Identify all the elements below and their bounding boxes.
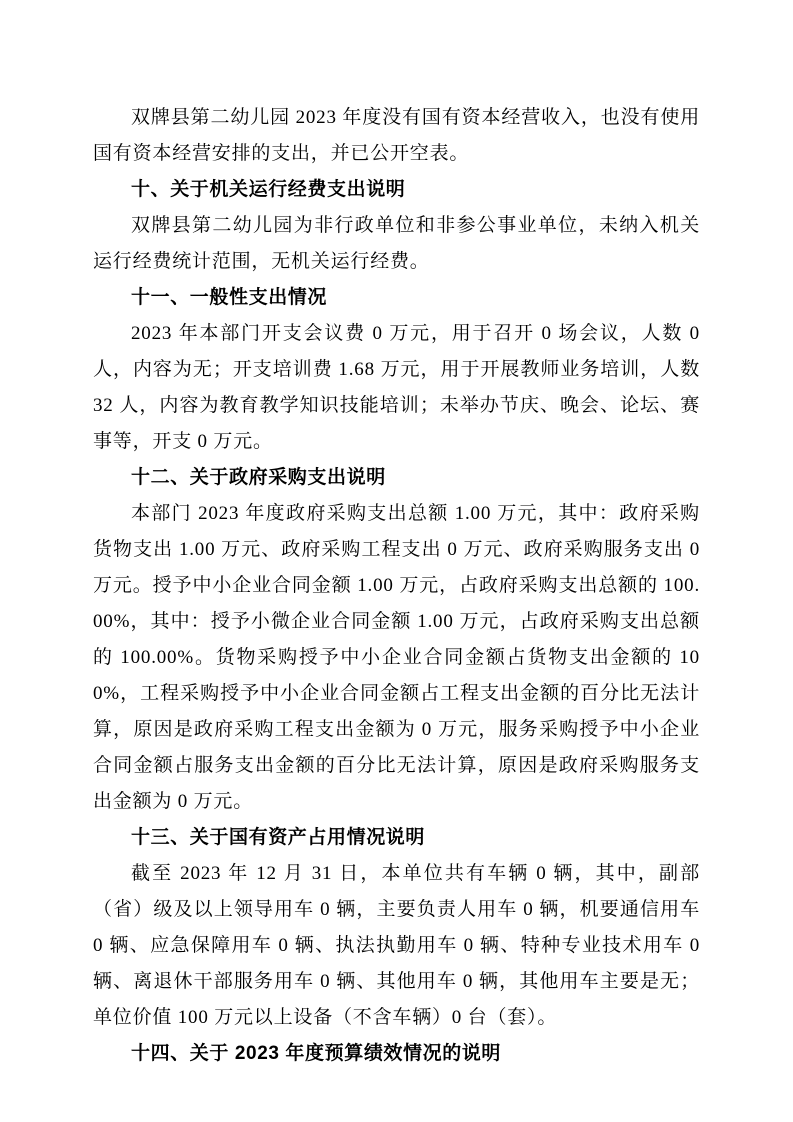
- document-body: [93, 100, 700, 1072]
- paragraph-state-owned-assets: 截至 2023 年 12 月 31 日，本单位共有车辆 0 辆，其中，副部（省）级及以上领导用车 0 辆，主要负责人用车 0 辆，机要通信用车 0 辆、应急保障用车 0 辆、执法执勤用车 0 辆、特种专业技术用车 0 辆、离退休干部服务用车 0 辆、其他用车 0 辆，其他用车主要是无；单位价值 100 万元以上设备（不含车辆）0 台（套）。: [93, 863, 700, 1028]
- heading-section-10-agency-operating-expenses: 十、关于机关运行经费支出说明: [131, 179, 406, 200]
- heading-section-12-government-procurement: 十二、关于政府采购支出说明: [131, 467, 386, 488]
- paragraph-government-procurement: 本部门 2023 年度政府采购支出总额 1.00 万元，其中：政府采购货物支出 1.00 万元、政府采购工程支出 0 万元、政府采购服务支出 0 万元。授予中小企业合同金额 1.00 万元，占政府采购支出总额的 100.00%，其中：授予小微企业合同金额 1.00 万元，占政府采购支出总额的 100.00%。货物采购授予中小企业合同金额占货物支出金额的 100%，工程采购授予中小企业合同金额占工程支出金额的百分比无法计算，原因是政府采购工程支出金额为 0 万元，服务采购授予中小企业合同金额占服务支出金额的百分比无法计算，原因是政府采购服务支出金额为 0 万元。: [93, 503, 700, 812]
- heading-section-14-budget-performance: 十四、关于 2023 年度预算绩效情况的说明: [131, 1043, 502, 1064]
- paragraph-agency-operating-expenses: 双牌县第二幼儿园为非行政单位和非参公事业单位，未纳入机关运行经费统计范围，无机关运行经费。: [93, 215, 700, 272]
- paragraph-state-capital-income: 双牌县第二幼儿园 2023 年度没有国有资本经营收入，也没有使用国有资本经营安排的支出，并已公开空表。: [93, 107, 700, 164]
- heading-section-11-general-expenditure: 十一、一般性支出情况: [131, 287, 328, 308]
- paragraph-general-expenditure: 2023 年本部门开支会议费 0 万元，用于召开 0 场会议，人数 0 人，内容为无；开支培训费 1.68 万元，用于开展教师业务培训，人数 32 人，内容为教育教学知识技能培训；未举办节庆、晚会、论坛、赛事等，开支 0 万元。: [93, 323, 700, 452]
- heading-section-13-state-owned-assets: 十三、关于国有资产占用情况说明: [131, 827, 426, 848]
